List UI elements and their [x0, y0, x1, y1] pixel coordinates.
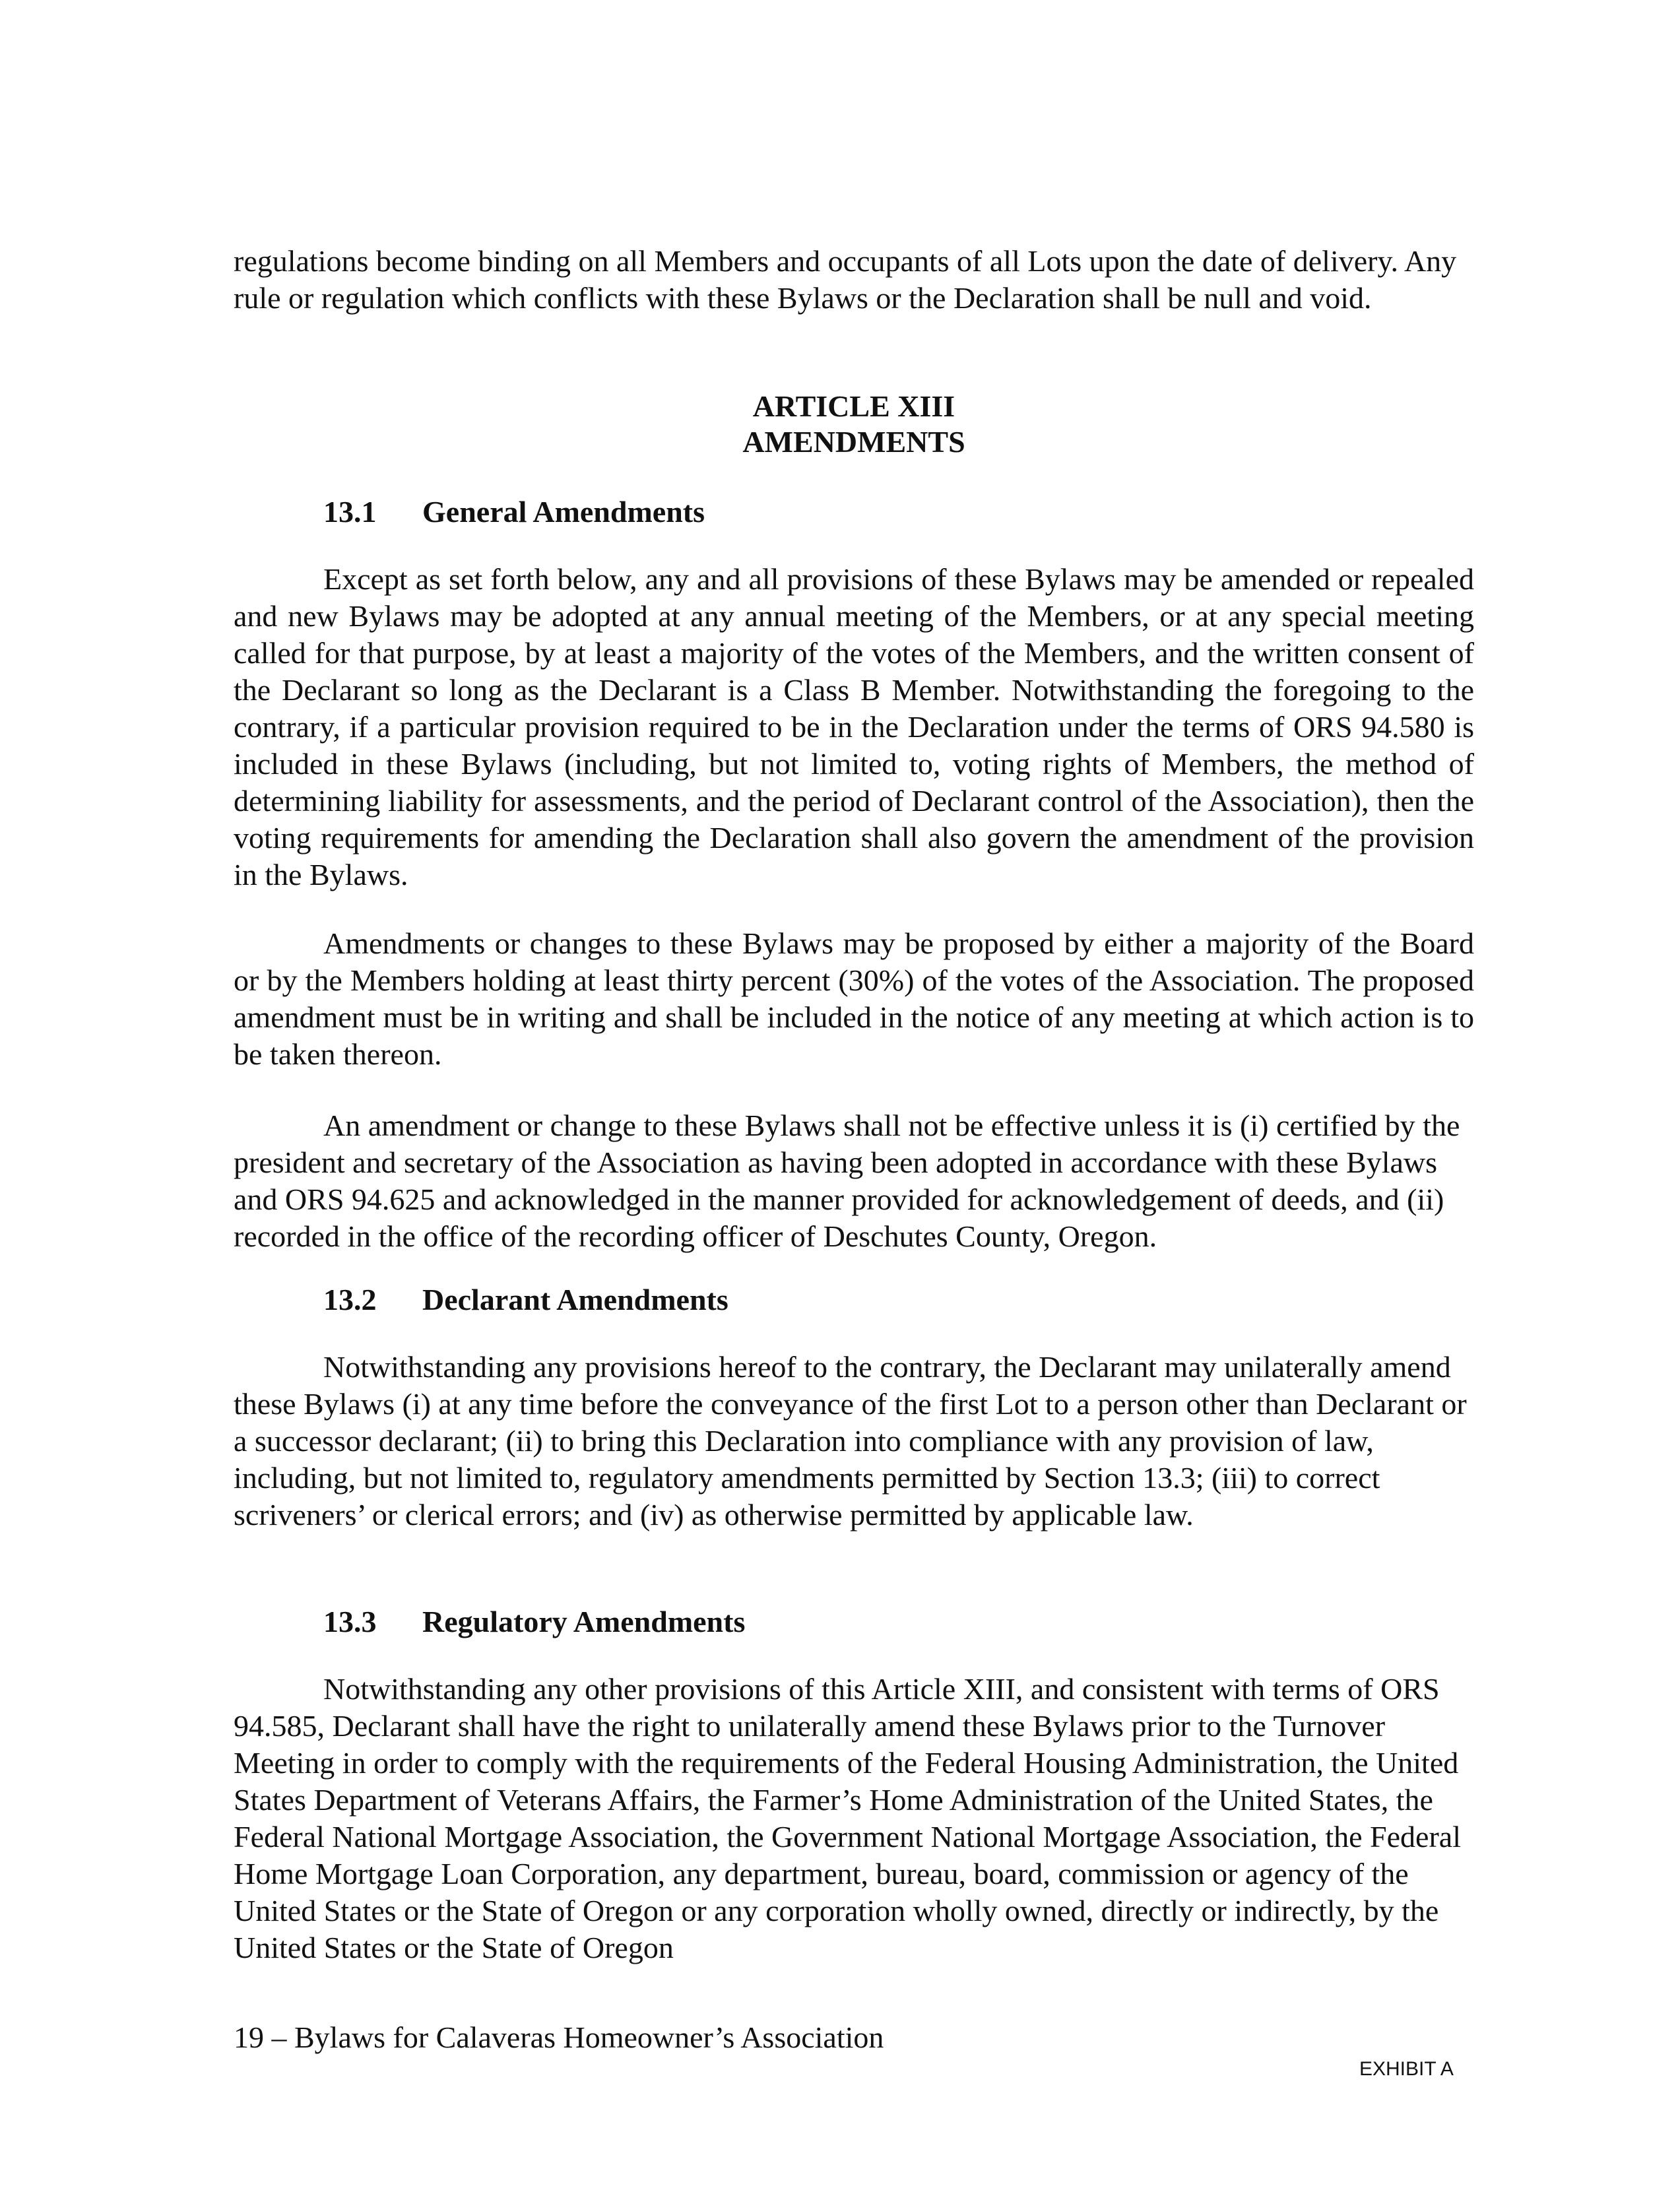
carryover-paragraph: regulations become binding on all Members and occupants of all Lots upon the date of delivery. Any rule or regulation which conflicts with these Bylaws or the Declaration shall be null and void.	[234, 244, 1457, 315]
section-title: General Amendments	[422, 495, 705, 529]
exhibit-label: EXHIBIT A	[1359, 2058, 1454, 2080]
paragraph-13-1-a: Except as set forth below, any and all provisions of these Bylaws may be amended or repealed and new Bylaws may be adopted at any annual meeting of the Members, or at any special meeting called for that purpose, by at least a majority of the votes of the Members, and the written consent of the Declarant so long as the Declarant is a Class B Member. Notwithstanding the foregoing to the contrary, if a particular provision required to be in the Declaration under the terms of ORS 94.580 is included in these Bylaws (including, but not limited to, voting rights of Members, the method of determining liability for assessments, and the period of Declarant control of the Association), then the voting requirements for amending the Declaration shall also govern the amendment of the provision in the Bylaws.	[234, 562, 1474, 891]
section-title: Declarant Amendments	[422, 1283, 728, 1316]
footer-page-label: 19 – Bylaws for Calaveras Homeowner’s Association	[234, 2020, 884, 2054]
paragraph-13-3: Notwithstanding any other provisions of this Article XIII, and consistent with terms of ORS 94.585, Declarant shall have the right to unilaterally amend these Bylaws prior to the Turnover Meeting in order to comply with the requirements of the Federal Housing Administration, the United States Department of Veterans Affairs, the Farmer’s Home Administration of the United States, the Federal National Mortgage Association, the Government National Mortgage Association, the Federal Home Mortgage Loan Corporation, any department, bureau, board, commission or agency of the United States or the State of Oregon or any corporation wholly owned, directly or indirectly, by the United States or the State of Oregon	[234, 1672, 1461, 1964]
article-title: AMENDMENTS	[742, 425, 965, 459]
article-number: ARTICLE XIII	[752, 389, 955, 423]
paragraph-13-2: Notwithstanding any provisions hereof to the contrary, the Declarant may unilaterally amend these Bylaws (i) at any time before the conveyance of the first Lot to a person other than Declarant or a successor declarant; (ii) to bring this Declaration into compliance with any provision of law, including, but not limited to, regulatory amendments permitted by Section 13.3; (iii) to correct scriveners’ or clerical errors; and (iv) as otherwise permitted by applicable law.	[234, 1350, 1467, 1532]
section-number: 13.2	[323, 1283, 377, 1316]
section-heading-13-3	[323, 1603, 745, 1640]
section-heading-13-2	[323, 1281, 728, 1318]
section-number: 13.1	[323, 495, 377, 529]
section-title: Regulatory Amendments	[422, 1605, 746, 1638]
paragraph-13-1-b: Amendments or changes to these Bylaws may be proposed by either a majority of the Board or by the Members holding at least thirty percent (30%) of the votes of the Association. The proposed amendment must be in writing and shall be included in the notice of any meeting at which action is to be taken thereon.	[234, 926, 1474, 1071]
section-heading-13-1	[323, 494, 705, 531]
paragraph-13-1-c: An amendment or change to these Bylaws shall not be effective unless it is (i) certified by the president and secretary of the Association as having been adopted in accordance with these Bylaws and ORS 94.625 and acknowledged in the manner provided for acknowledgement of deeds, and (ii) recorded in the office of the recording officer of Deschutes County, Oregon.	[234, 1109, 1460, 1253]
section-number: 13.3	[323, 1605, 377, 1638]
